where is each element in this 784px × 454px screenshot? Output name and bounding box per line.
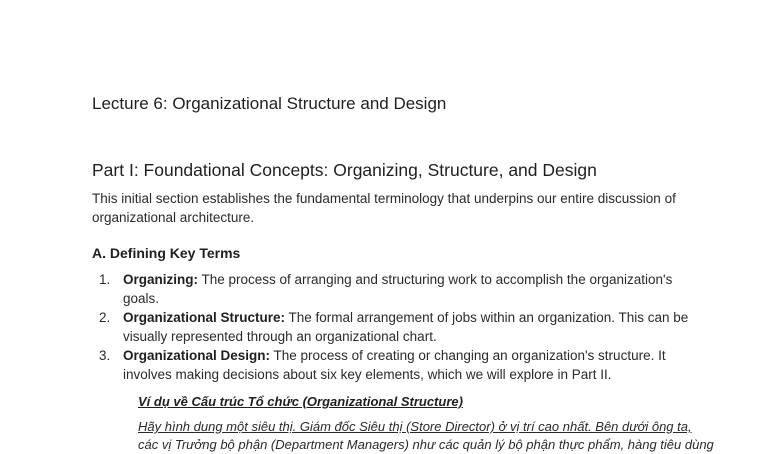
example-text-cut-line <box>138 436 714 452</box>
term-definition: The process of arranging and structuring work to accomplish the organization's goals. <box>123 272 673 306</box>
list-item-number: 2. <box>99 310 111 325</box>
term-name: Organizational Structure: <box>123 310 286 325</box>
term-definition: The process of creating or changing an organization's structure. It involves making decisions about six key elements, which we will explore in Part II. <box>123 348 666 382</box>
list-item-number: 1. <box>99 272 111 287</box>
example-text: Hãy hình dung một siêu thị. Giám đốc Siêu thị (Store Director) ở vị trí cao nhất. Bên dưới ông ta, <box>138 419 692 434</box>
term-name: Organizing: <box>123 272 198 287</box>
part-heading: Part I: Foundational Concepts: Organizing, Structure, and Design <box>92 160 597 180</box>
term-name: Organizational Design: <box>123 348 271 363</box>
list-item <box>92 346 712 384</box>
section-a-heading: A. Defining Key Terms <box>92 245 241 261</box>
example-text-cut: các vị Trưởng bộ phận (Department Managers) như các quản lý bộ phận thực phẩm, hàng tiêu dùng <box>138 437 714 452</box>
list-item-number: 3. <box>99 348 111 363</box>
list-item <box>92 270 712 308</box>
term-definition: The formal arrangement of jobs within an organization. This can be visually represented through an organizational chart. <box>123 310 689 344</box>
list-item <box>92 308 712 346</box>
key-terms-list <box>92 270 712 384</box>
intro-paragraph: This initial section establishes the fundamental terminology that underpins our entire discussion of organizational architecture. <box>92 191 676 225</box>
example-title: Ví dụ về Cấu trúc Tổ chức (Organizational Structure) <box>138 394 463 409</box>
document-title: Lecture 6: Organizational Structure and Design <box>92 94 447 113</box>
